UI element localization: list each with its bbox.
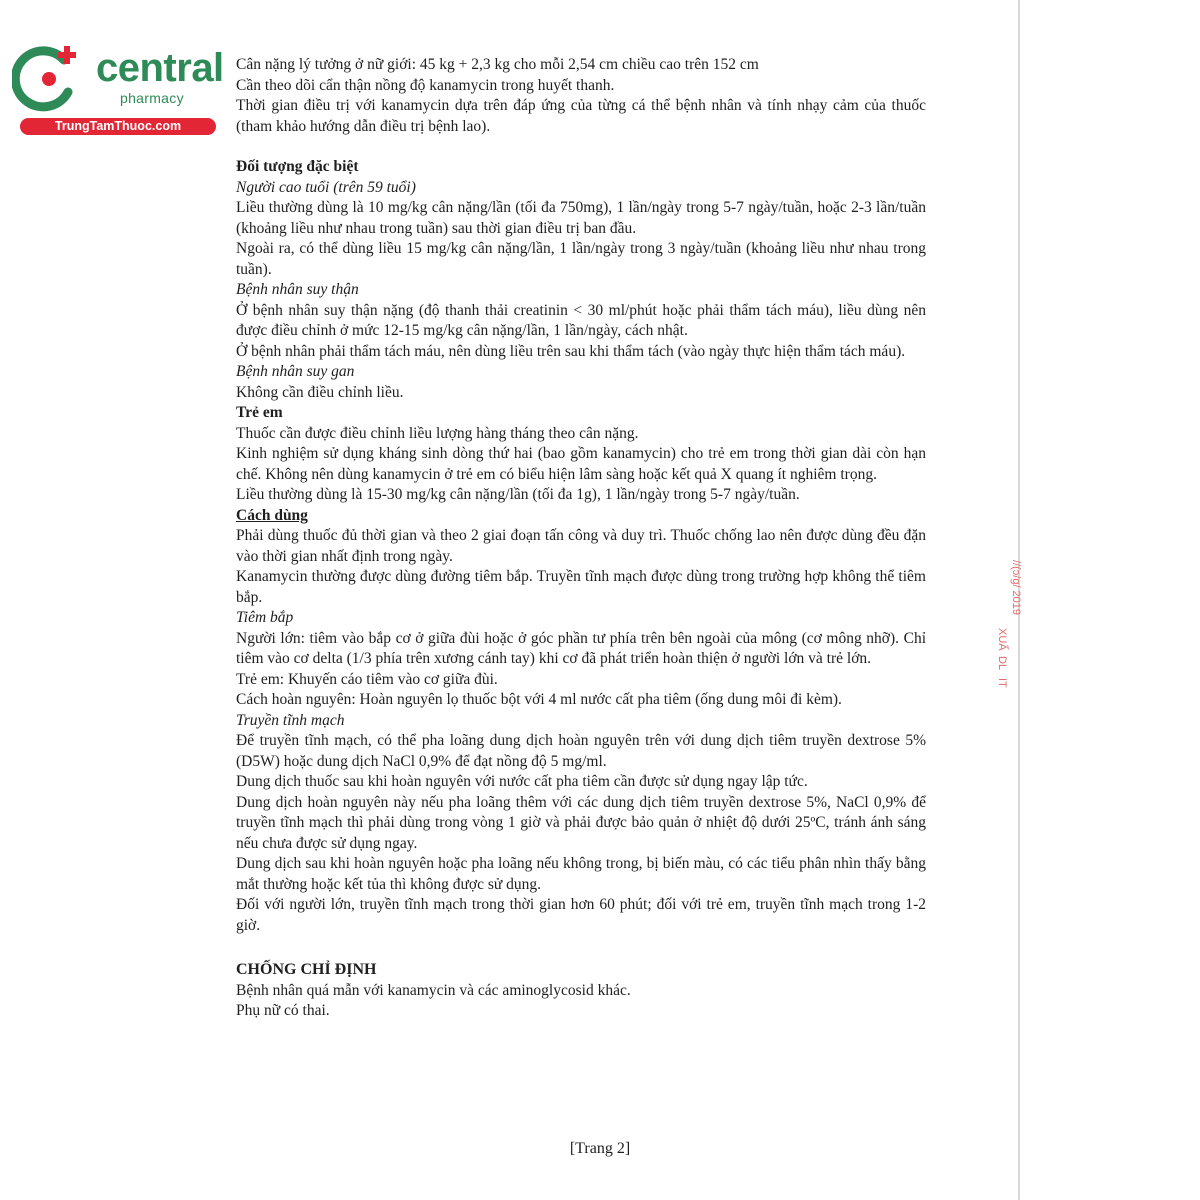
subsection-heading: Truyền tĩnh mạch: [236, 711, 345, 729]
paragraph: Không cần điều chỉnh liều.: [236, 383, 404, 401]
paragraph: Dung dịch hoàn nguyên này nếu pha loãng thêm với các dung dịch tiêm truyền dextrose 5%, NaCl 0,9% để truyền tĩnh mạch thì phải dùng trong vòng 1 giờ và phải được bảo quản ở nhiệt độ dưới 25ºC, tránh ánh sáng nếu chưa được sử dụng ngay.: [236, 793, 926, 852]
paragraph: Cần theo dõi cẩn thận nồng độ kanamycin trong huyết thanh.: [236, 76, 615, 94]
subsection-heading: Bệnh nhân suy thận: [236, 281, 359, 298]
paragraph: Trẻ em: Khuyến cáo tiêm vào cơ giữa đùi.: [236, 670, 498, 688]
page-number: [Trang 2]: [569, 1140, 631, 1157]
subsection-heading: Người cao tuổi (trên 59 tuổi): [236, 178, 416, 196]
stamp-line: //(ɔ/ɡ/ 2019: [1010, 560, 1022, 616]
central-c-icon: [12, 42, 86, 116]
section-heading: CHỐNG CHỈ ĐỊNH: [236, 961, 377, 978]
paragraph: Dung dịch thuốc sau khi hoàn nguyên với nước cất pha tiêm cần được sử dụng ngay lập tức.: [236, 773, 808, 790]
red-stamp: [982, 560, 1042, 720]
paragraph: Phụ nữ có thai.: [236, 1002, 330, 1019]
brand-website: TrungTamThuoc.com: [20, 118, 216, 135]
paragraph: Ngoài ra, có thể dùng liều 15 mg/kg cân nặng/lần, 1 lần/ngày trong 3 ngày/tuần (khoảng liều như nhau trong tuần).: [236, 240, 926, 278]
stamp-line: IT: [996, 678, 1008, 688]
section-heading: Trẻ em: [236, 404, 283, 421]
stamp-line: XUẤ: [996, 628, 1008, 651]
paragraph: Cân nặng lý tưởng ở nữ giới: 45 kg + 2,3 kg cho mỗi 2,54 cm chiều cao trên 152 cm: [236, 56, 759, 73]
section-heading: Đối tượng đặc biệt: [236, 158, 359, 175]
paragraph: Cách hoàn nguyên: Hoàn nguyên lọ thuốc bột với 4 ml nước cất pha tiêm (ống dung môi đi kèm).: [236, 691, 842, 708]
stamp-line: DL: [996, 656, 1008, 671]
brand-subtitle: pharmacy: [120, 90, 184, 106]
central-pharmacy-logo: [8, 36, 224, 136]
paragraph: Người lớn: tiêm vào bắp cơ ở giữa đùi hoặc ở góc phần tư phía trên bên ngoài của mông (cơ mông nhỡ). Chỉ tiêm vào cơ delta (1/3 phía trên xương cánh tay) khi cơ đã phát triển hoàn thiện ở người lớn và trẻ lớn.: [236, 629, 926, 667]
section-heading: Cách dùng: [236, 506, 308, 524]
paragraph: Bệnh nhân quá mẫn với kanamycin và các aminoglycosid khác.: [236, 981, 631, 999]
paragraph: Liều thường dùng là 15-30 mg/kg cân nặng/lần (tối đa 1g), 1 lần/ngày trong 5-7 ngày/tuần.: [236, 486, 800, 503]
paragraph: Phải dùng thuốc đủ thời gian và theo 2 giai đoạn tấn công và duy trì. Thuốc chống lao nên được dùng đều đặn vào thời gian nhất định trong ngày.: [236, 527, 926, 565]
subsection-heading: Bệnh nhân suy gan: [236, 363, 355, 380]
paragraph: Thuốc cần được điều chỉnh liều lượng hàng tháng theo cân nặng.: [236, 424, 639, 442]
paragraph: Kanamycin thường được dùng đường tiêm bắp. Truyền tĩnh mạch được dùng trong trường hợp không thể tiêm bắp.: [236, 568, 926, 606]
paragraph: Thời gian điều trị với kanamycin dựa trên đáp ứng của từng cá thể bệnh nhân và tính nhạy cảm của thuốc (tham khảo hướng dẫn điều trị bệnh lao).: [236, 97, 926, 135]
paragraph: Dung dịch sau khi hoàn nguyên hoặc pha loãng nếu không trong, bị biến màu, có các tiểu phân nhìn thấy bằng mắt thường hoặc kết tủa thì không được sử dụng.: [236, 855, 926, 893]
brand-name: central: [96, 46, 224, 90]
paragraph: Ở bệnh nhân suy thận nặng (độ thanh thải creatinin < 30 ml/phút hoặc phải thẩm tách máu), liều dùng nên được điều chỉnh ở mức 12-15 mg/kg cân nặng/lần, 1 lần/ngày, cách nhật.: [236, 301, 926, 339]
paragraph: Liều thường dùng là 10 mg/kg cân nặng/lần (tối đa 750mg), 1 lần/ngày trong 5-7 ngày/tuần, hoặc 2-3 lần/tuần (khoảng liều như nhau trong tuần) sau thời gian điều trị ban đầu.: [236, 199, 926, 237]
paragraph: Kinh nghiệm sử dụng kháng sinh dòng thứ hai (bao gồm kanamycin) cho trẻ em trong thời gian dài còn hạn chế. Không nên dùng kanamycin ở trẻ em có biểu hiện lâm sàng hoặc kết quả X quang ít nghiêm trọng.: [236, 445, 926, 483]
paragraph: Đối với người lớn, truyền tĩnh mạch trong thời gian hơn 60 phút; đối với trẻ em, truyền tĩnh mạch trong 1-2 giờ.: [236, 896, 926, 934]
subsection-heading: Tiêm bắp: [236, 609, 294, 626]
document-page: [236, 55, 926, 1022]
paragraph: Để truyền tĩnh mạch, có thể pha loãng dung dịch hoàn nguyên trên với dung dịch tiêm truyền dextrose 5% (D5W) hoặc dung dịch NaCl 0,9% để đạt nồng độ 5 mg/ml.: [236, 732, 926, 770]
paragraph: Ở bệnh nhân phải thẩm tách máu, nên dùng liều trên sau khi thẩm tách (vào ngày thực hiện thẩm tách máu).: [236, 342, 906, 360]
